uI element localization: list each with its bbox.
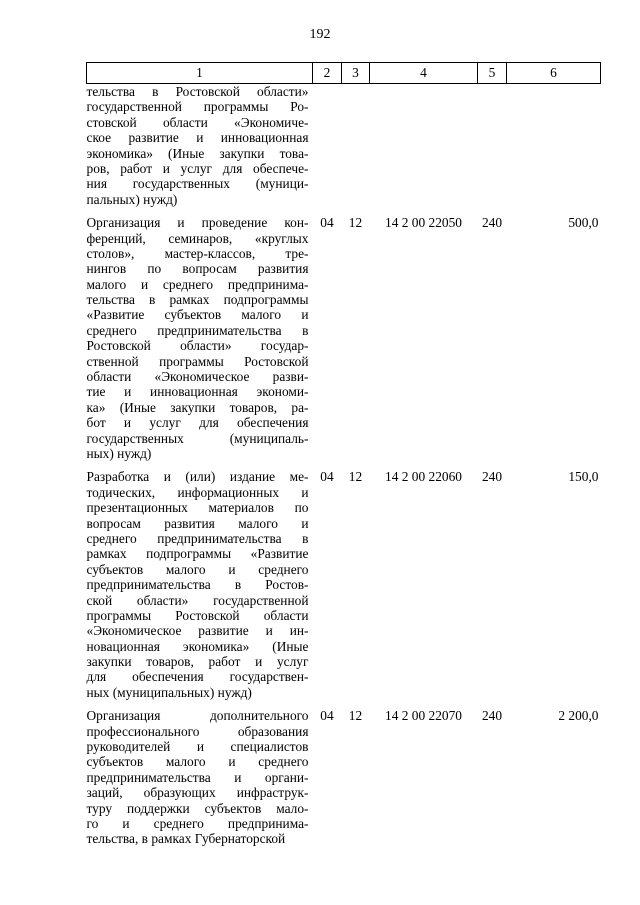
table-row bbox=[87, 215, 601, 461]
description-line: новационная экономика» (Иные bbox=[86, 638, 309, 654]
description-line: ской области» государственной bbox=[86, 592, 309, 608]
row-col-3 bbox=[342, 84, 370, 208]
description-line: тельства, в рамках Губернаторской bbox=[86, 831, 286, 847]
description-line: ка» (Иные закупки товаров, ра- bbox=[86, 399, 309, 415]
description-line: малого и среднего предпринима- bbox=[86, 276, 309, 292]
row-spacer bbox=[87, 461, 601, 469]
description-line: пальных) нужд) bbox=[86, 191, 178, 207]
row-amount: 2 200,0 bbox=[558, 708, 599, 724]
description-line: ных (муниципальных) нужд) bbox=[86, 684, 252, 700]
description-line: государственной программы Ро- bbox=[86, 99, 309, 115]
description-line: туру поддержки субъектов мало- bbox=[86, 800, 309, 816]
description-line: предпринимательства и органи- bbox=[86, 769, 309, 785]
header-col-2: 2 bbox=[313, 63, 342, 84]
header-col-1: 1 bbox=[87, 63, 313, 84]
description-line: экономика» (Иные закупки това- bbox=[86, 145, 309, 161]
description-line: тодических, информационных и bbox=[86, 484, 309, 500]
description-line: предпринимательства в Ростов- bbox=[86, 577, 309, 593]
row-col-3: 12 bbox=[348, 215, 363, 231]
row-description bbox=[87, 84, 313, 208]
row-col-5: 240 bbox=[481, 469, 503, 485]
description-line: ференций, семинаров, «круглых bbox=[86, 230, 309, 246]
description-line: ское развитие и инновационная bbox=[86, 130, 309, 146]
row-col-3: 12 bbox=[348, 469, 363, 485]
description-line: Организация дополнительного bbox=[86, 708, 309, 724]
row-col-3: 12 bbox=[348, 708, 363, 724]
row-col-4: 14 2 00 22070 bbox=[385, 708, 462, 724]
description-line: ных) нужд) bbox=[86, 445, 152, 461]
row-amount: 150,0 bbox=[568, 469, 599, 485]
header-col-3: 3 bbox=[342, 63, 370, 84]
row-col-5 bbox=[478, 84, 507, 208]
table-header-row bbox=[87, 63, 601, 84]
row-col-4: 14 2 00 22060 bbox=[385, 469, 462, 485]
table-row bbox=[87, 469, 601, 700]
row-description bbox=[87, 469, 313, 700]
description-line: ственной программы Ростовской bbox=[86, 353, 309, 369]
description-line: субъектов малого и среднего bbox=[86, 561, 309, 577]
description-line: «Развитие субъектов малого и bbox=[86, 307, 309, 323]
row-amount: 500,0 bbox=[568, 215, 599, 231]
row-description bbox=[87, 708, 313, 847]
row-description bbox=[87, 215, 313, 461]
description-line: го и среднего предпринима- bbox=[86, 815, 309, 831]
description-line: субъектов малого и среднего bbox=[86, 754, 309, 770]
row-col-5: 240 bbox=[481, 215, 503, 231]
row-col-2: 04 bbox=[320, 469, 334, 485]
budget-table bbox=[86, 62, 601, 847]
description-line: «Экономическое развитие и ин- bbox=[86, 623, 309, 639]
description-line: среднего предпринимательства в bbox=[86, 322, 309, 338]
description-line: для обеспечения государствен- bbox=[86, 669, 309, 685]
description-line: стовской области «Экономиче- bbox=[86, 114, 309, 130]
description-line: Ростовской области» государ- bbox=[86, 338, 309, 354]
table-row bbox=[87, 84, 601, 208]
row-col-2 bbox=[313, 84, 342, 208]
row-col-4: 14 2 00 22050 bbox=[385, 215, 462, 231]
description-line: руководителей и специалистов bbox=[86, 739, 309, 755]
description-line: среднего предпринимательства в bbox=[86, 530, 309, 546]
row-spacer bbox=[87, 700, 601, 708]
row-amount bbox=[507, 84, 601, 208]
description-line: нингов по вопросам развития bbox=[86, 261, 309, 277]
description-line: государственных (муниципаль- bbox=[86, 430, 309, 446]
description-line: программы Ростовской области bbox=[86, 607, 309, 623]
header-col-5: 5 bbox=[478, 63, 507, 84]
description-line: рамках подпрограммы «Развитие bbox=[86, 546, 309, 562]
table-body bbox=[87, 84, 601, 847]
row-col-5: 240 bbox=[481, 708, 503, 724]
description-line: бот и услуг для обеспечения bbox=[86, 415, 309, 431]
header-col-6: 6 bbox=[507, 63, 601, 84]
description-line: закупки товаров, работ и услуг bbox=[86, 654, 309, 670]
row-col-4 bbox=[370, 84, 478, 208]
description-line: ния государственных (муници- bbox=[86, 176, 309, 192]
page-number: 192 bbox=[309, 27, 331, 42]
description-line: заций, образующих инфраструк- bbox=[86, 785, 309, 801]
description-line: ров, работ и услуг для обеспече- bbox=[86, 160, 309, 176]
description-line: области «Экономическое разви- bbox=[86, 369, 309, 385]
description-line: Организация и проведение кон- bbox=[86, 215, 309, 231]
row-spacer bbox=[87, 207, 601, 215]
description-line: вопросам развития малого и bbox=[86, 515, 309, 531]
description-line: презентационных материалов по bbox=[86, 500, 309, 516]
row-col-2: 04 bbox=[320, 215, 334, 231]
description-line: Разработка и (или) издание ме- bbox=[86, 469, 309, 485]
header-col-4: 4 bbox=[370, 63, 478, 84]
description-line: тельства в рамках подпрограммы bbox=[86, 292, 309, 308]
description-line: профессионального образования bbox=[86, 723, 309, 739]
table-row bbox=[87, 708, 601, 847]
description-line: тельства в Ростовской области» bbox=[86, 84, 309, 99]
description-line: тие и инновационная экономи- bbox=[86, 384, 309, 400]
row-col-2: 04 bbox=[320, 708, 334, 724]
description-line: столов», мастер-классов, тре- bbox=[86, 245, 309, 261]
